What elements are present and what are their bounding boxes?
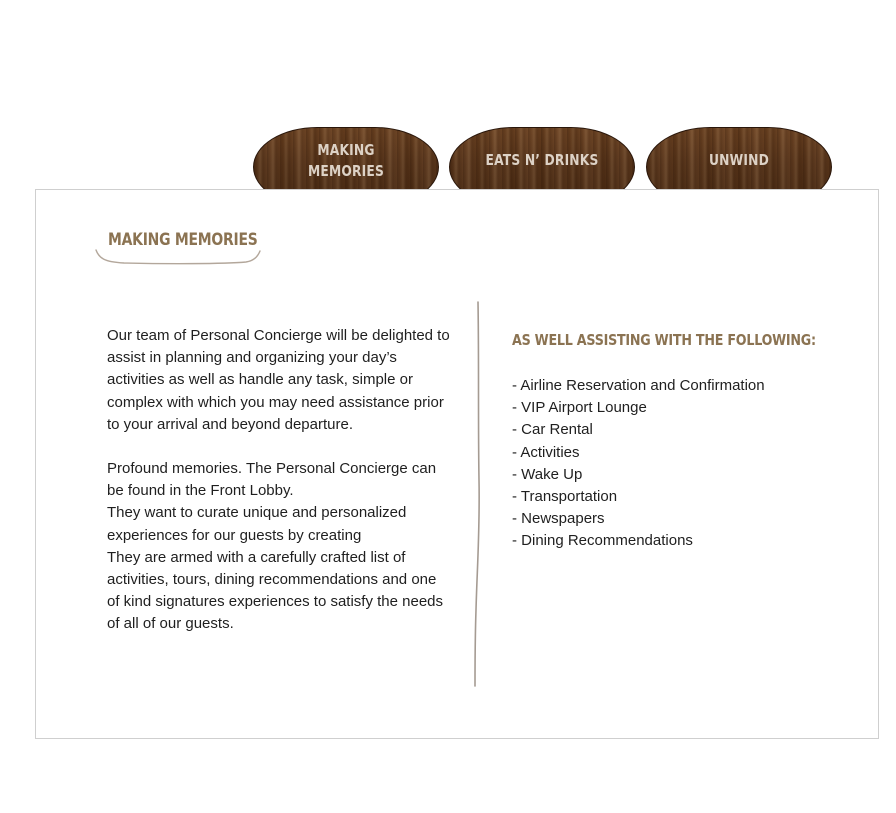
intro-paragraph-1: Our team of Personal Concierge will be delighted to assist in planning and organizing your day’s activities as well as handle any task, simple or complex with which you may need assistance prior to your arrival and beyond departure.	[107, 327, 450, 433]
list-item: - Car Rental	[512, 421, 593, 439]
list-item: - Wake Up	[512, 465, 583, 483]
intro-paragraph-2: Profound memories. The Personal Concierge can be found in the Front Lobby.	[107, 460, 437, 500]
intro-paragraph-3: They want to curate unique and personalized experiences for our guests by creating	[107, 504, 407, 544]
list-item: - Dining Recommendations	[512, 532, 693, 550]
services-list	[512, 375, 765, 553]
title-underline	[94, 246, 264, 270]
services-title: AS WELL ASSISTING WITH THE FOLLOWING:	[512, 331, 816, 349]
tab-making-memories-line1: MAKING	[317, 141, 375, 159]
intro-text	[107, 325, 452, 636]
tab-making-memories-label	[271, 128, 422, 182]
list-item: - Transportation	[512, 488, 618, 506]
list-item: - Airline Reservation and Confirmation	[512, 377, 765, 394]
tab-making-memories-line2: MEMORIES	[308, 162, 384, 180]
list-item: - Activities	[512, 443, 580, 461]
section-title: MAKING MEMORIES	[108, 230, 258, 250]
list-item: - VIP Airport Lounge	[512, 399, 647, 417]
list-item: - Newspapers	[512, 510, 605, 528]
content-panel	[35, 189, 879, 739]
tab-eats-n-drinks-label: EATS N’ DRINKS	[485, 151, 599, 169]
intro-paragraph-4: They are armed with a carefully crafted list of activities, tours, dining recommendations and one of kind signatures experiences to satisfy the needs of all of our guests.	[107, 548, 444, 633]
tab-unwind-label: UNWIND	[709, 151, 769, 169]
paragraph-gap	[107, 436, 452, 458]
column-divider	[468, 300, 484, 690]
